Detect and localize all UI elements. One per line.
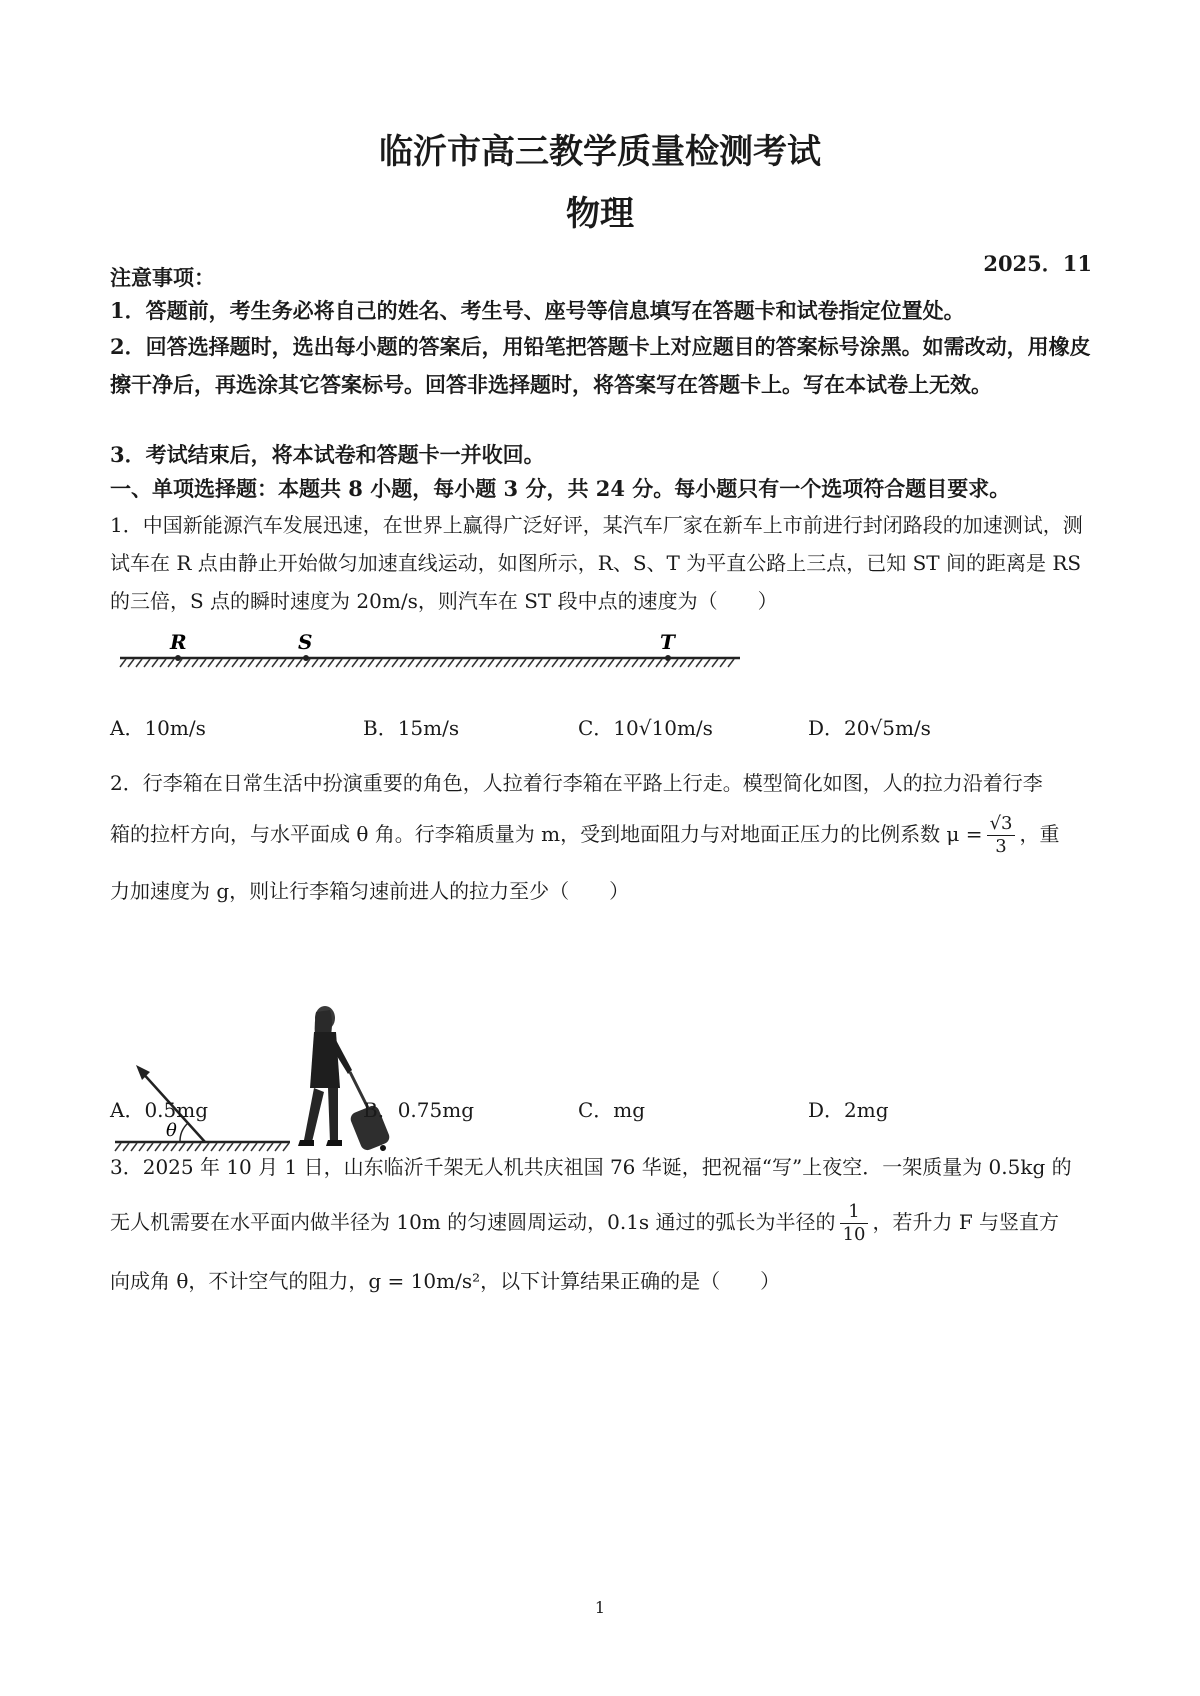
road-diagram (110, 625, 760, 685)
q1-option-c[interactable]: C．10√10m/s (578, 716, 713, 740)
subject-title: 物理 (566, 194, 634, 234)
question-3-line-2-start: 无人机需要在水平面内做半径为 10m 的匀速圆周运动，0.1s 通过的弧长为半径的 (110, 1210, 836, 1234)
question-2-line-2-start: 箱的拉杆方向，与水平面成 θ 角。行李箱质量为 m，受到地面阻力与对地面正压力的比例系数 μ = (110, 822, 983, 846)
label-r: R (170, 630, 187, 654)
theta-label: θ (166, 1120, 177, 1141)
question-3-line-2-end: ，若升力 F 与竖直方 (872, 1210, 1060, 1234)
person-body-icon (310, 1032, 340, 1088)
label-t: T (660, 630, 675, 654)
arc-fraction (840, 1201, 869, 1246)
q2-option-a[interactable]: A．0.5mg (110, 1098, 209, 1122)
mu-numerator: √3 (987, 813, 1016, 836)
notice-heading: 注意事项： (110, 265, 215, 290)
question-2-line-2-end: ，重 (1019, 822, 1060, 846)
road-hatching (120, 659, 734, 667)
question-2-line-1: 2．行李箱在日常生活中扮演重要的角色，人拉着行李箱在平路上行走。模型简化如图，人的拉力沿着行李 (110, 771, 1043, 795)
exam-date: 2025．11 (983, 251, 1092, 276)
page-number: 1 (594, 1598, 606, 1617)
question-2-line-2 (110, 812, 1110, 858)
mu-fraction (987, 813, 1016, 858)
q2-option-b[interactable]: B．0.75mg (363, 1098, 474, 1122)
exam-title: 临沂市高三教学质量检测考试 (379, 132, 821, 172)
arc-numerator: 1 (840, 1201, 869, 1224)
force-angle-diagram (110, 990, 300, 1160)
q1-option-a[interactable]: A．10m/s (110, 716, 206, 740)
notice-item-3: 3．考试结束后，将本试卷和答题卡一并收回。 (110, 442, 545, 467)
question-3-line-3: 向成角 θ，不计空气的阻力，g = 10m/s²，以下计算结果正确的是（ ） (110, 1269, 781, 1293)
q2-option-d[interactable]: D．2mg (808, 1098, 889, 1122)
question-3-line-2 (110, 1200, 1110, 1246)
point-t (665, 655, 671, 661)
q1-option-d[interactable]: D．20√5m/s (808, 716, 931, 740)
label-s: S (298, 630, 313, 654)
q1-option-b[interactable]: B．15m/s (363, 716, 460, 740)
angle-arc (180, 1123, 188, 1142)
question-1-text: 1．中国新能源汽车发展迅速，在世界上赢得广泛好评，某汽车厂家在新车上市前进行封闭路段的加速测试，测试车在 R 点由静止开始做匀加速直线运动，如图所示，R、S、T 为平直公路上三点，已知 ST 间的距离是 RS 的三倍，S 点的瞬时速度为 20m/s，则汽车在 ST 段中点的速度为（ ） (110, 513, 1083, 613)
q2-option-c[interactable]: C．mg (578, 1098, 646, 1122)
person-with-luggage-illustration (290, 1000, 420, 1155)
mu-denominator: 3 (995, 836, 1007, 857)
point-s (303, 655, 309, 661)
section-1-heading: 一、单项选择题：本题共 8 小题，每小题 3 分，共 24 分。每小题只有一个选项符合题目要求。 (110, 476, 1011, 501)
question-3-line-1: 3．2025 年 10 月 1 日，山东临沂千架无人机共庆祖国 76 华诞，把祝福“写”上夜空．一架质量为 0.5kg 的 (110, 1155, 1072, 1179)
notice-item-2: 2．回答选择题时，选出每小题的答案后，用铅笔把答题卡上对应题目的答案标号涂黑。如需改动，用橡皮擦干净后，再选涂其它答案标号。回答非选择题时，将答案写在答题卡上。写在本试卷上无效。 (110, 334, 1091, 397)
question-2-line-3: 力加速度为 g，则让行李箱匀速前进人的拉力至少（ ） (110, 879, 630, 903)
notice-item-1: 1．答题前，考生务必将自己的姓名、考生号、座号等信息填写在答题卡和试卷指定位置处。 (110, 298, 965, 323)
arc-denominator: 10 (842, 1224, 866, 1245)
point-r (175, 655, 181, 661)
